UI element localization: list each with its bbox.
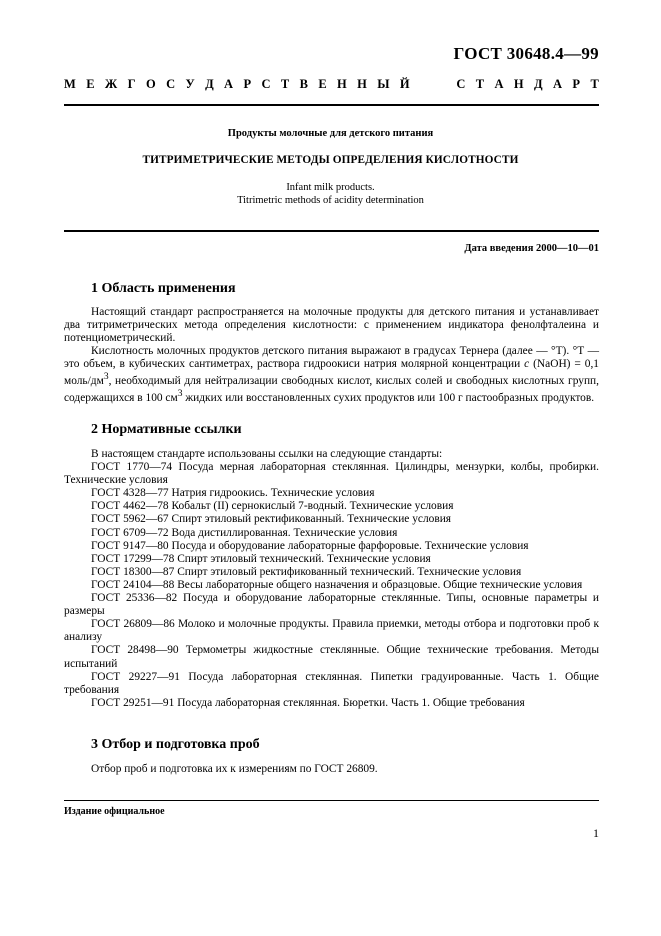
references-intro: В настоящем стандарте использованы ссылки на следующие стандарты: — [91, 448, 443, 460]
reference-item — [64, 500, 599, 513]
paragraph-text: жидких или восстановленных сухих продуктов или 100 г пастообразных продуктов. — [182, 392, 595, 405]
reference-item — [64, 579, 599, 592]
official-edition-label: Издание официальное — [64, 806, 165, 817]
banner-letter: Й — [399, 77, 410, 91]
banner-letter: Р — [572, 77, 581, 91]
document-title: ТИТРИМЕТРИЧЕСКИЕ МЕТОДЫ ОПРЕДЕЛЕНИЯ КИСЛОТНОСТИ — [142, 154, 519, 166]
reference-title: Спирт этиловый ректификованный. Технические условия — [171, 513, 452, 526]
reference-title: Спирт этиловый ректификованный технический. Технические условия — [177, 565, 522, 578]
title-divider — [64, 230, 599, 232]
reference-code: ГОСТ 26809—86 — [91, 618, 178, 631]
english-title-line: Titrimetric methods of acidity determination — [237, 195, 424, 206]
reference-title: Весы лабораторные общего назначения и образцовые. Общие технические условия — [177, 578, 583, 591]
reference-item — [64, 618, 599, 644]
reference-code: ГОСТ 6709—72 — [91, 526, 172, 539]
banner-letter: Р — [243, 77, 252, 91]
reference-title: Посуда и оборудование лабораторные фарфоровые. Технические условия — [171, 539, 529, 552]
reference-item — [64, 592, 599, 618]
section-1-heading: 1 Область применения — [91, 281, 236, 296]
reference-title: Натрия гидроокись. Технические условия — [171, 487, 375, 500]
paragraph-text: , необходимый для нейтрализации свободных кислот, кислых солей и свободных кислотных групп, содержащихся в 100 см — [64, 375, 599, 405]
banner-letter: Т — [590, 77, 599, 91]
reference-code: ГОСТ 17299—78 — [91, 552, 178, 565]
section-2-heading: 2 Нормативные ссылки — [91, 422, 242, 437]
section-1-paragraph: Настоящий стандарт распространяется на молочные продукты для детского питания и устанавливает два титриметрических метода определения кислотности: с применением индикатора фенолфталеина и потенциометрический. — [64, 306, 599, 345]
reference-code: ГОСТ 29227—91 — [91, 670, 189, 683]
reference-item — [64, 540, 599, 553]
reference-title: Спирт этиловый технический. Технические условия — [177, 552, 431, 565]
reference-code: ГОСТ 24104—88 — [91, 578, 178, 591]
reference-code: ГОСТ 4328—77 — [91, 487, 172, 500]
banner-letter: М — [64, 77, 76, 91]
superscript: 3 — [177, 389, 183, 400]
reference-item — [64, 566, 599, 579]
reference-code: ГОСТ 25336—82 — [91, 592, 184, 605]
reference-item — [64, 461, 599, 487]
banner-letter: А — [494, 77, 504, 91]
reference-item — [64, 513, 599, 526]
english-title-line: Infant milk products. — [286, 182, 375, 193]
reference-item — [64, 527, 599, 540]
paragraph-text: Кислотность молочных продуктов детского питания выражают в градусах Тернера (далее — °Т). °Т — это объем, в кубических сантиметрах, раствора гидроокиси натрия молярной концентрации — [64, 345, 599, 371]
reference-title: Посуда лабораторная стеклянная. Пипетки градуированные. Часть 1. Общие требования — [64, 670, 599, 696]
banner-letter: Т — [280, 77, 290, 91]
superscript: 3 — [103, 372, 109, 383]
banner-letter: Т — [475, 77, 485, 91]
concentration-symbol: c — [524, 358, 530, 371]
reference-title: Термометры жидкостные стеклянные. Общие технические требования. Методы испытаний — [64, 644, 599, 670]
footer-divider — [64, 800, 599, 801]
english-title — [0, 181, 661, 207]
banner-letter: С — [261, 77, 271, 91]
reference-code: ГОСТ 5962—67 — [91, 513, 172, 526]
reference-title: Посуда лабораторная стеклянная. Бюретки. Часть 1. Общие требования — [177, 696, 525, 709]
reference-title: Посуда мерная лабораторная стеклянная. Цилиндры, мензурки, колбы, пробирки. Технические условия — [64, 461, 600, 487]
paragraph-text: (NaOH) = 0,1 моль/дм — [64, 358, 600, 388]
section-3-heading: 3 Отбор и подготовка проб — [91, 737, 260, 752]
normative-references-list — [64, 448, 599, 710]
product-heading: Продукты молочные для детского питания — [227, 128, 434, 139]
section-1-paragraph-acidity — [64, 345, 599, 405]
reference-code: ГОСТ 4462—78 — [91, 500, 172, 513]
banner-letter: У — [185, 77, 195, 91]
reference-item — [64, 553, 599, 566]
reference-code: ГОСТ 29251—91 — [91, 696, 178, 709]
reference-title: Кобальт (II) сернокислый 7-водный. Технические условия — [171, 500, 454, 513]
banner-letter: Е — [86, 77, 95, 91]
reference-title: Вода дистиллированная. Технические условия — [171, 526, 398, 539]
reference-code: ГОСТ 28498—90 — [91, 644, 186, 657]
banner-letter: В — [299, 77, 308, 91]
banner-letter: Н — [337, 77, 347, 91]
reference-code: ГОСТ 1770—74 — [91, 461, 179, 474]
reference-code: ГОСТ 18300—87 — [91, 565, 178, 578]
reference-item — [64, 487, 599, 500]
banner-letter: О — [145, 77, 156, 91]
top-divider — [64, 104, 599, 106]
reference-code: ГОСТ 9147—80 — [91, 539, 172, 552]
banner-letter: А — [553, 77, 563, 91]
banner-letter: Н — [513, 77, 524, 91]
banner-letter: Н — [357, 77, 367, 91]
reference-title: Посуда и оборудование лабораторные стеклянные. Типы, основные параметры и размеры — [64, 592, 599, 618]
banner-letter: Д — [534, 77, 543, 91]
section-3-body — [64, 763, 599, 776]
banner-letter: А — [224, 77, 234, 91]
reference-item — [64, 644, 599, 670]
banner-letter: Ж — [104, 77, 118, 91]
section-3-paragraph: Отбор проб и подготовка их к измерениям по ГОСТ 26809. — [91, 763, 378, 775]
banner-gap — [420, 77, 446, 97]
banner-letter: Д — [205, 77, 214, 91]
section-1-body — [64, 306, 599, 405]
interstate-standard-banner — [64, 77, 599, 97]
reference-item — [64, 697, 599, 710]
reference-title: Молоко и молочные продукты. Правила приемки, методы отбора и подготовки проб к анализу — [64, 618, 599, 644]
gost-number: ГОСТ 30648.4—99 — [453, 44, 599, 63]
banner-letter: С — [456, 77, 466, 91]
banner-letter: Г — [127, 77, 136, 91]
banner-letter: Е — [318, 77, 327, 91]
reference-item — [64, 671, 599, 697]
page-number: 1 — [593, 826, 599, 840]
banner-letter: Ы — [377, 77, 390, 91]
introduction-date: Дата введения 2000—10—01 — [464, 243, 599, 254]
banner-letter: С — [166, 77, 176, 91]
